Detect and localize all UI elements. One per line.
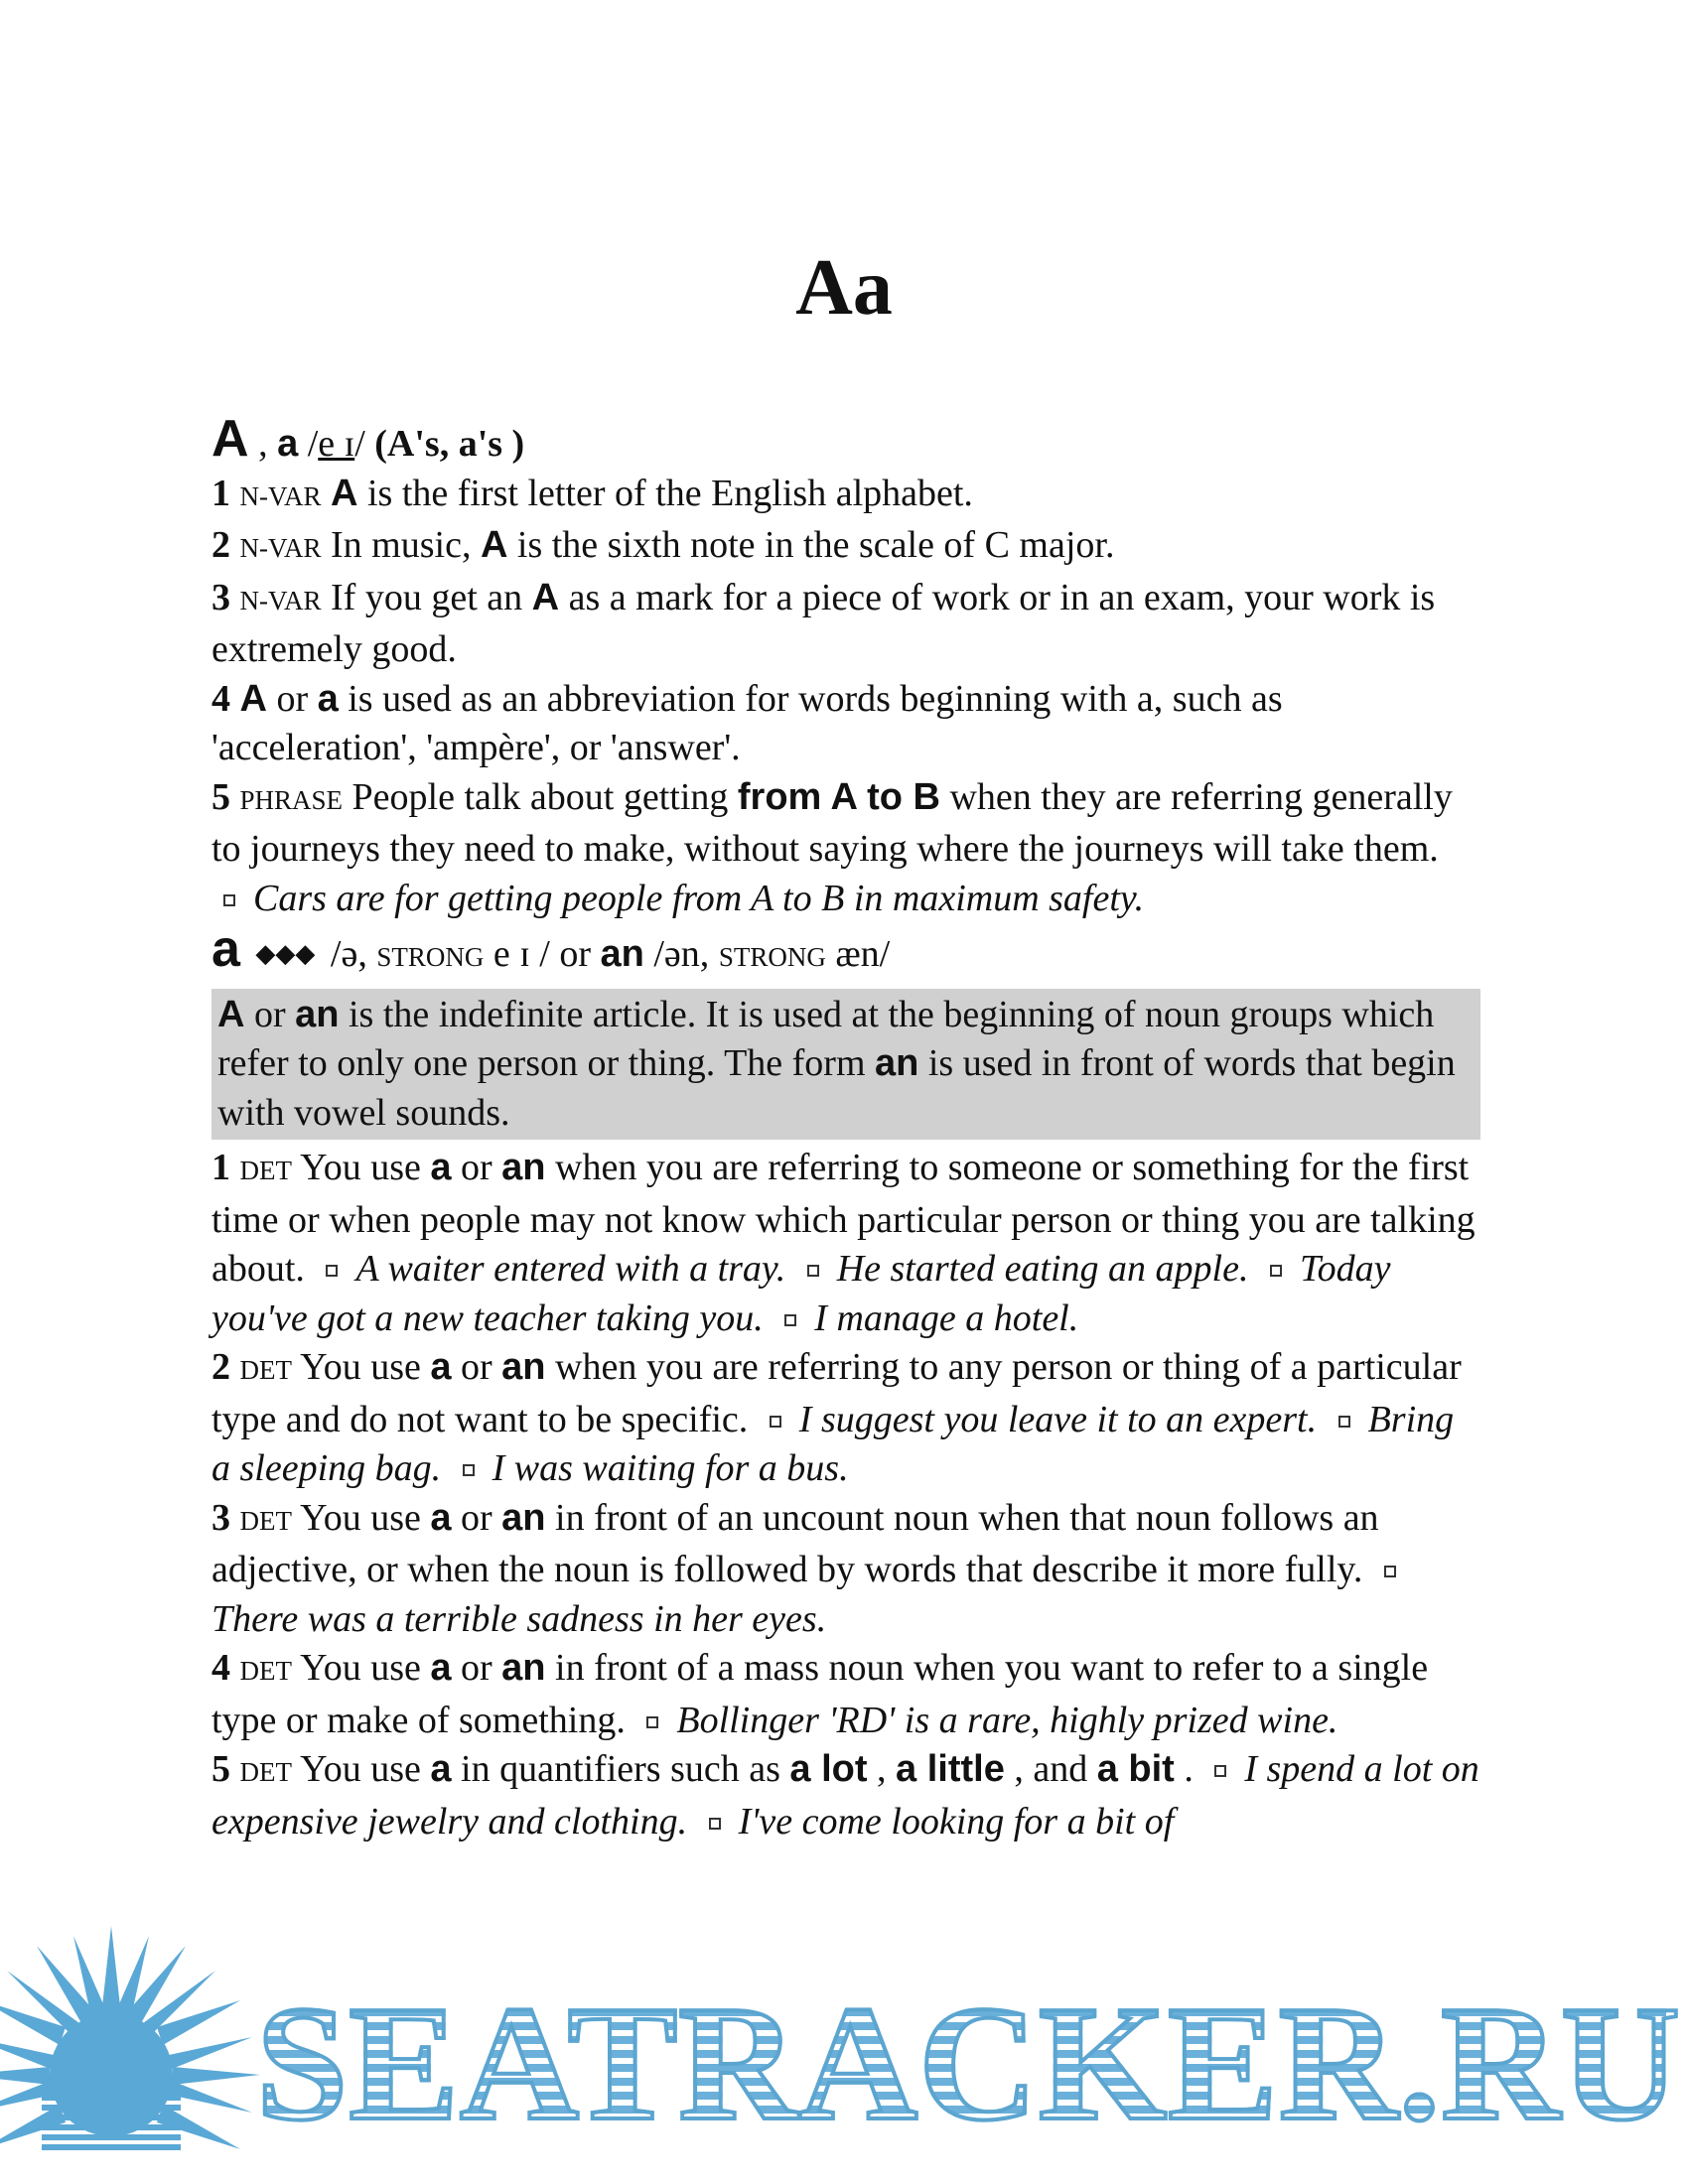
example-bullet-icon xyxy=(1214,1765,1226,1777)
sense-4: 4 A or a is used as an abbreviation for words beginning with a, such as 'acceleration', 'ampère', or 'answer'. xyxy=(211,677,1283,768)
example: Cars are for getting people from A to B in maximum safety. xyxy=(253,877,1145,919)
headword-an: an xyxy=(600,933,644,975)
headword: a xyxy=(211,920,240,978)
sense-1: 1 N-VAR A is the first letter of the English alphabet. xyxy=(211,472,973,514)
det-sense-5: 5 DET You use a in quantifiers such as a lot , a little , and a bit . I spend a lot on expensive jewelry and clothing. I've come looking for a bit of xyxy=(211,1748,1479,1843)
det-sense-2: 2 DET You use a or an when you are referring to any person or thing of a particular type and do not want to be specific. I suggest you leave it to an expert. Bring a sleeping bag. I was waiting for a bus. xyxy=(211,1346,1462,1489)
det-sense-1: 1 DET You use a or an when you are referring to someone or something for the first time or when people may not know which particular person or thing you are talking about. A waiter entered with a tray. He started eating an apple. Today you've got a new teacher taking you. I manage a hotel. xyxy=(211,1147,1476,1339)
example-bullet-icon xyxy=(326,1265,338,1277)
pronunciation: /e ɪ/ xyxy=(307,423,365,465)
det-sense-4: 4 DET You use a or an in front of a mass noun when you want to refer to a single type or make of something. Bollinger 'RD' is a rare, highly prized wine. xyxy=(211,1647,1429,1741)
example-bullet-icon xyxy=(1338,1416,1350,1428)
page-title: Aa xyxy=(795,244,893,332)
example-bullet-icon xyxy=(709,1818,721,1830)
dictionary-content xyxy=(211,410,1480,1846)
headword-lower: a xyxy=(277,423,299,465)
example-bullet-icon xyxy=(223,894,235,906)
example-bullet-icon xyxy=(1384,1566,1396,1577)
example-bullet-icon xyxy=(784,1314,796,1326)
watermark-text: SEATRACKER.RU xyxy=(256,1972,1681,2154)
usage-note: A or an is the indefinite article. It is used at the beginning of noun groups which refer to only one person or thing. The form an is used in front of words that begin with vowel sounds. xyxy=(211,989,1480,1141)
entry-an-header: a ◆◆◆ /ə, STRONG e ɪ / or an /ən, STRONG æn/ xyxy=(211,920,891,978)
plural-forms: (A's, a's ) xyxy=(374,423,525,465)
det-sense-3: 3 DET You use a or an in front of an uncount noun when that noun follows an adjective, or when the noun is followed by words that describe it more fully. There was a terrible sadness in her eyes. xyxy=(211,1494,1480,1645)
frequency-diamonds-icon: ◆◆◆ xyxy=(255,939,316,968)
example-bullet-icon xyxy=(463,1464,475,1476)
headword-separator: , xyxy=(258,423,268,465)
example-bullet-icon xyxy=(646,1716,658,1728)
sense-3: 3 N-VAR If you get an A as a mark for a piece of work or in an exam, your work is extremely good. xyxy=(211,576,1436,670)
example-bullet-icon xyxy=(770,1416,781,1428)
sense-2: 2 N-VAR In music, A is the sixth note in the scale of C major. xyxy=(211,524,1115,566)
example-bullet-icon xyxy=(807,1265,819,1277)
entry-a-header xyxy=(211,410,1480,470)
sense-5: 5 PHRASE People talk about getting from A to B when they are referring generally to journeys they need to make, without saying where the journeys will take them. Cars are for getting people from A to B in maximum safety. xyxy=(211,775,1453,919)
headword-upper: A xyxy=(211,410,249,468)
example-bullet-icon xyxy=(1270,1265,1282,1277)
